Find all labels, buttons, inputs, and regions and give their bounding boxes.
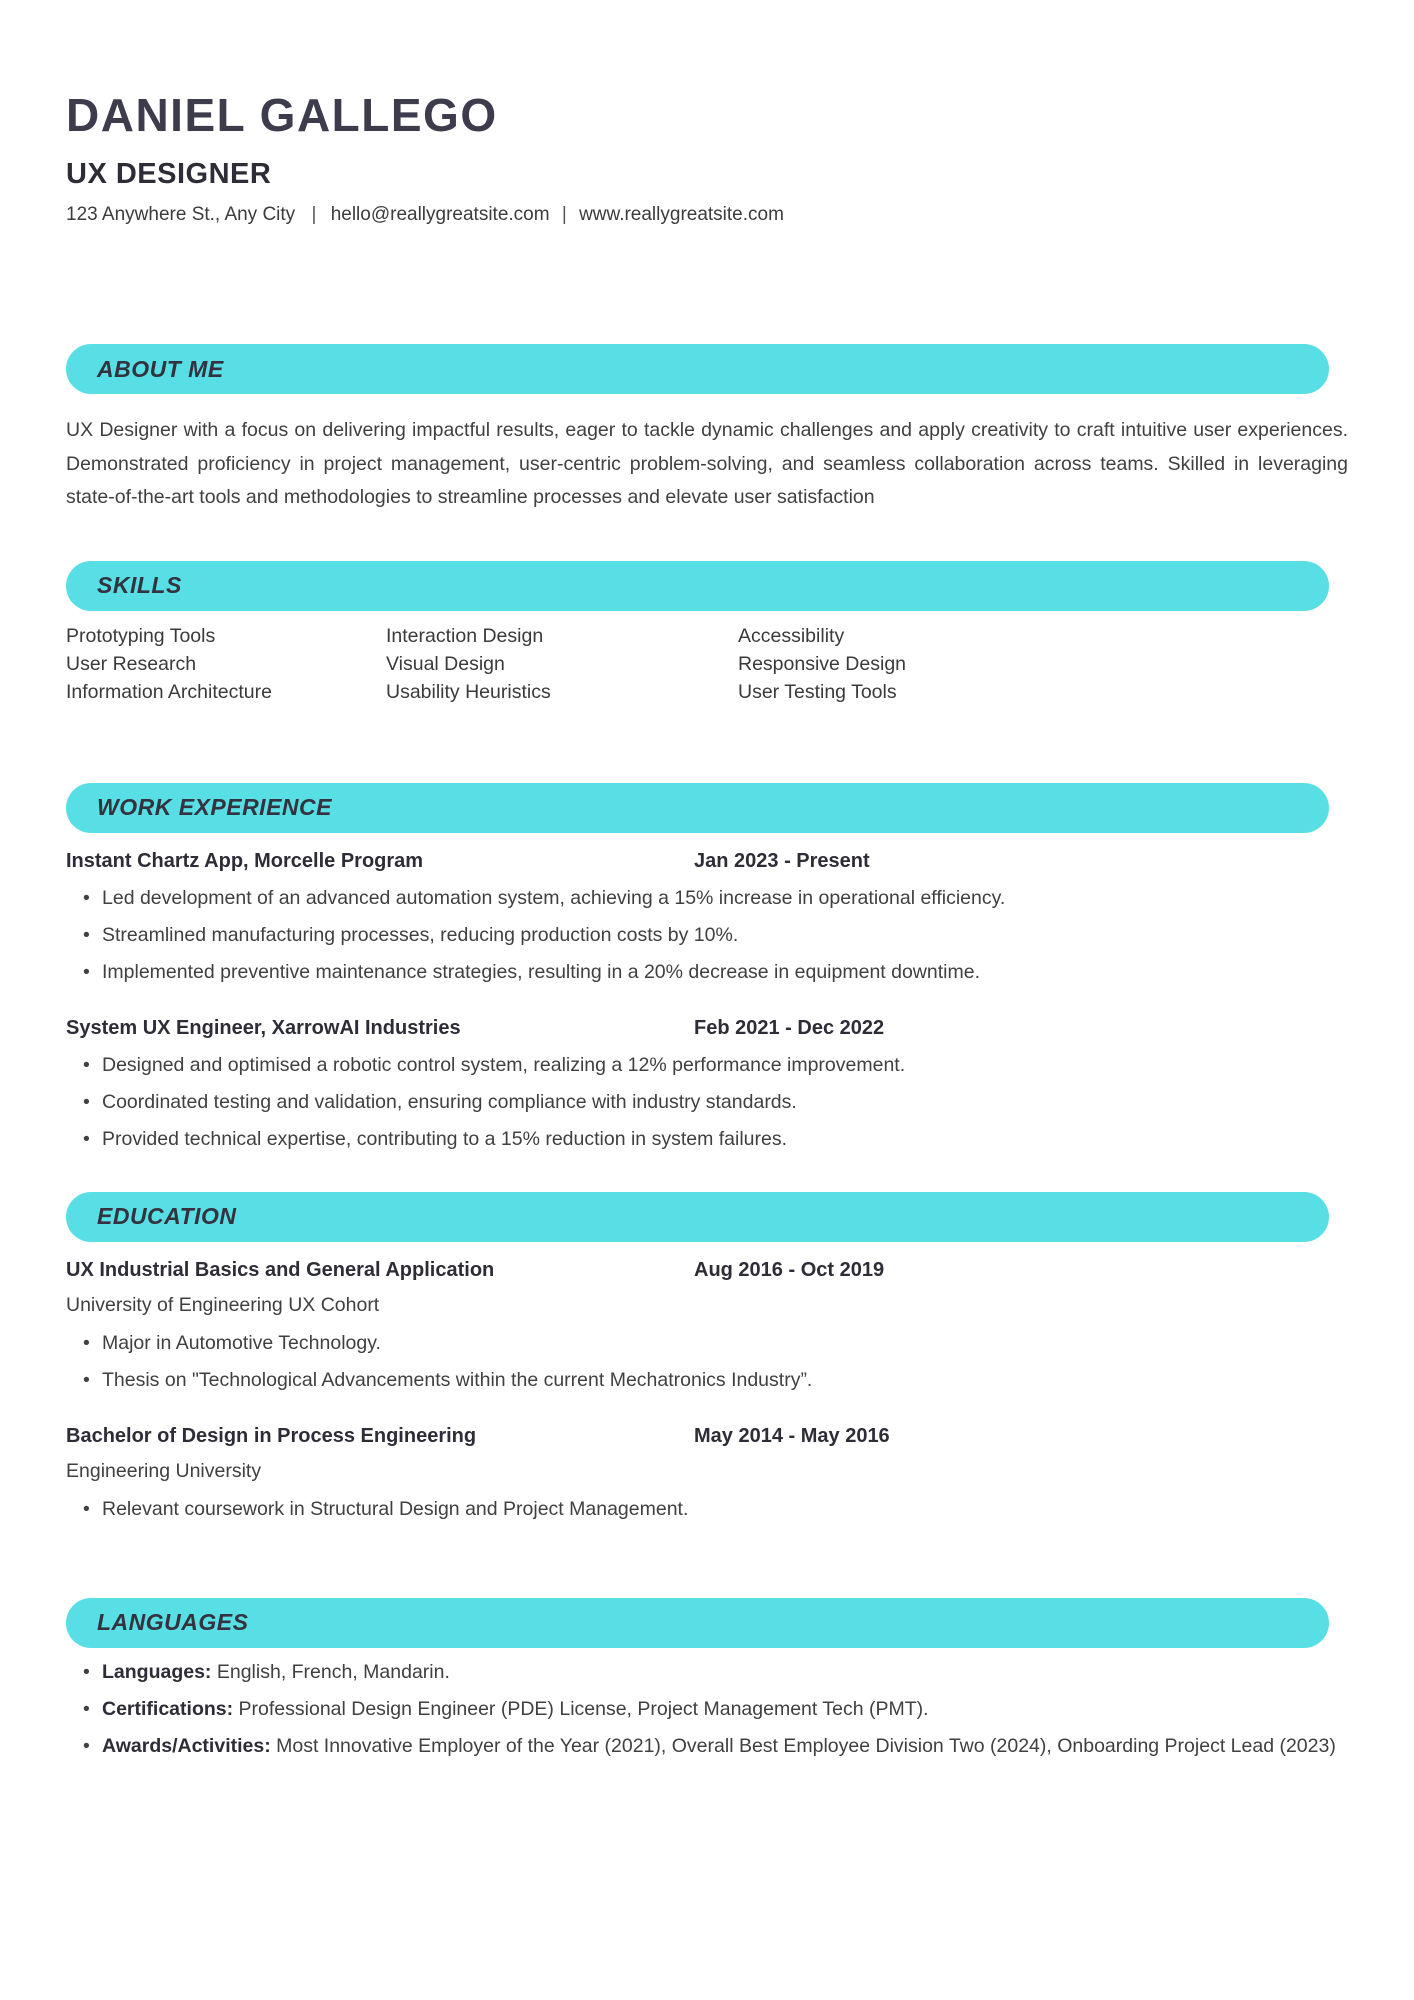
section-title: EDUCATION bbox=[97, 1203, 237, 1229]
skill-item: User Testing Tools bbox=[738, 680, 897, 703]
languages-list bbox=[66, 1656, 1348, 1763]
skills-column bbox=[386, 622, 738, 706]
work-entry-dates: Feb 2021 - Dec 2022 bbox=[694, 1016, 885, 1039]
section-title: WORK EXPERIENCE bbox=[97, 794, 332, 820]
section-title: ABOUT ME bbox=[97, 355, 224, 382]
education-entry-title: Bachelor of Design in Process Engineering bbox=[66, 1424, 477, 1447]
contact-email: hello@reallygreatsite.com bbox=[330, 204, 550, 225]
bullet-item: • Implemented preventive maintenance strategies, resulting in a 20% decrease in equipment downtime. bbox=[66, 956, 1348, 989]
section-title: SKILLS bbox=[97, 572, 182, 598]
contact-divider: | bbox=[311, 204, 317, 225]
work-entry-title: Instant Chartz App, Morcelle Program bbox=[66, 849, 424, 872]
education-school: Engineering University bbox=[66, 1459, 262, 1482]
skills-column bbox=[738, 622, 1348, 706]
education-entry-title: UX Industrial Basics and General Application bbox=[66, 1258, 495, 1281]
education-entry-header bbox=[66, 1258, 1348, 1283]
skills-column bbox=[66, 622, 386, 706]
education-entry-dates: May 2014 - May 2016 bbox=[694, 1424, 890, 1447]
contact-line bbox=[66, 204, 1348, 226]
work-entry-header bbox=[66, 1016, 1348, 1041]
skills-grid bbox=[66, 622, 1348, 706]
section-header-skills bbox=[66, 561, 1329, 611]
education-entry bbox=[66, 1258, 1348, 1397]
contact-website: www.reallygreatsite.com bbox=[579, 204, 784, 225]
education-entry-bullets bbox=[66, 1493, 1348, 1526]
skill-item: Accessibility bbox=[738, 624, 845, 647]
education-school: University of Engineering UX Cohort bbox=[66, 1293, 380, 1316]
bullet-item: • Coordinated testing and validation, ensuring compliance with industry standards. bbox=[66, 1086, 1348, 1119]
awards-text: Most Innovative Employer of the Year (2021), Overall Best Employee Division Two (2024), Onboarding Project Lead (2023) bbox=[276, 1734, 1336, 1757]
work-entry bbox=[66, 1016, 1348, 1156]
awards-item bbox=[66, 1730, 1348, 1763]
certifications-label: Certifications: bbox=[102, 1697, 234, 1720]
bullet-item: • Provided technical expertise, contributing to a 15% reduction in system failures. bbox=[66, 1123, 1348, 1156]
skill-item: Prototyping Tools bbox=[66, 624, 216, 647]
languages-label: Languages: bbox=[102, 1660, 212, 1683]
bullet-item: • Designed and optimised a robotic control system, realizing a 12% performance improvement. bbox=[66, 1049, 1348, 1082]
awards-label: Awards/Activities: bbox=[102, 1734, 271, 1757]
work-entry-header bbox=[66, 849, 1348, 874]
work-entry bbox=[66, 849, 1348, 989]
person-name: DANIEL GALLEGO bbox=[66, 89, 498, 141]
bullet-item: • Led development of an advanced automation system, achieving a 15% increase in operational efficiency. bbox=[66, 882, 1348, 915]
bullet-item: • Relevant coursework in Structural Design and Project Management. bbox=[66, 1493, 1348, 1526]
section-header-about-me bbox=[66, 344, 1329, 394]
work-entry-title: System UX Engineer, XarrowAI Industries bbox=[66, 1016, 461, 1039]
person-job-title: UX DESIGNER bbox=[66, 158, 272, 190]
certifications-text: Professional Design Engineer (PDE) License, Project Management Tech (PMT). bbox=[238, 1697, 929, 1720]
contact-address: 123 Anywhere St., Any City bbox=[66, 204, 296, 225]
education-entry-header bbox=[66, 1424, 1348, 1449]
education-entry-dates: Aug 2016 - Oct 2019 bbox=[694, 1258, 885, 1281]
section-header-education bbox=[66, 1192, 1329, 1242]
about-me-paragraph: UX Designer with a focus on delivering impactful results, eager to tackle dynamic challenges and apply creativity to craft intuitive user experiences. Demonstrated proficiency in project management, user-centric problem-solving, and seamless collaboration across teams. Skilled in leveraging state-of-the-art tools and methodologies to streamline processes and elevate user satisfaction bbox=[66, 419, 1348, 508]
work-entry-dates: Jan 2023 - Present bbox=[694, 849, 870, 872]
skill-item: Information Architecture bbox=[66, 680, 272, 703]
section-header-languages bbox=[66, 1598, 1329, 1648]
languages-item bbox=[66, 1656, 1348, 1689]
skill-item: User Research bbox=[66, 652, 197, 675]
work-entry-bullets bbox=[66, 1049, 1348, 1156]
education-entry bbox=[66, 1424, 1348, 1526]
education-entry-bullets bbox=[66, 1327, 1348, 1397]
bullet-item: • Streamlined manufacturing processes, reducing production costs by 10%. bbox=[66, 919, 1348, 952]
section-title: LANGUAGES bbox=[97, 1609, 249, 1635]
bullet-item: • Thesis on "Technological Advancements within the current Mechatronics Industry”. bbox=[66, 1364, 1348, 1397]
skill-item: Interaction Design bbox=[386, 624, 544, 647]
skill-item: Visual Design bbox=[386, 652, 505, 675]
bullet-item: • Major in Automotive Technology. bbox=[66, 1327, 1348, 1360]
skill-item: Responsive Design bbox=[738, 652, 907, 675]
work-entry-bullets bbox=[66, 882, 1348, 989]
section-header-work-experience bbox=[66, 783, 1329, 833]
contact-divider: | bbox=[561, 204, 567, 225]
skill-item: Usability Heuristics bbox=[386, 680, 551, 703]
certifications-item bbox=[66, 1693, 1348, 1726]
languages-text: English, French, Mandarin. bbox=[216, 1660, 450, 1683]
